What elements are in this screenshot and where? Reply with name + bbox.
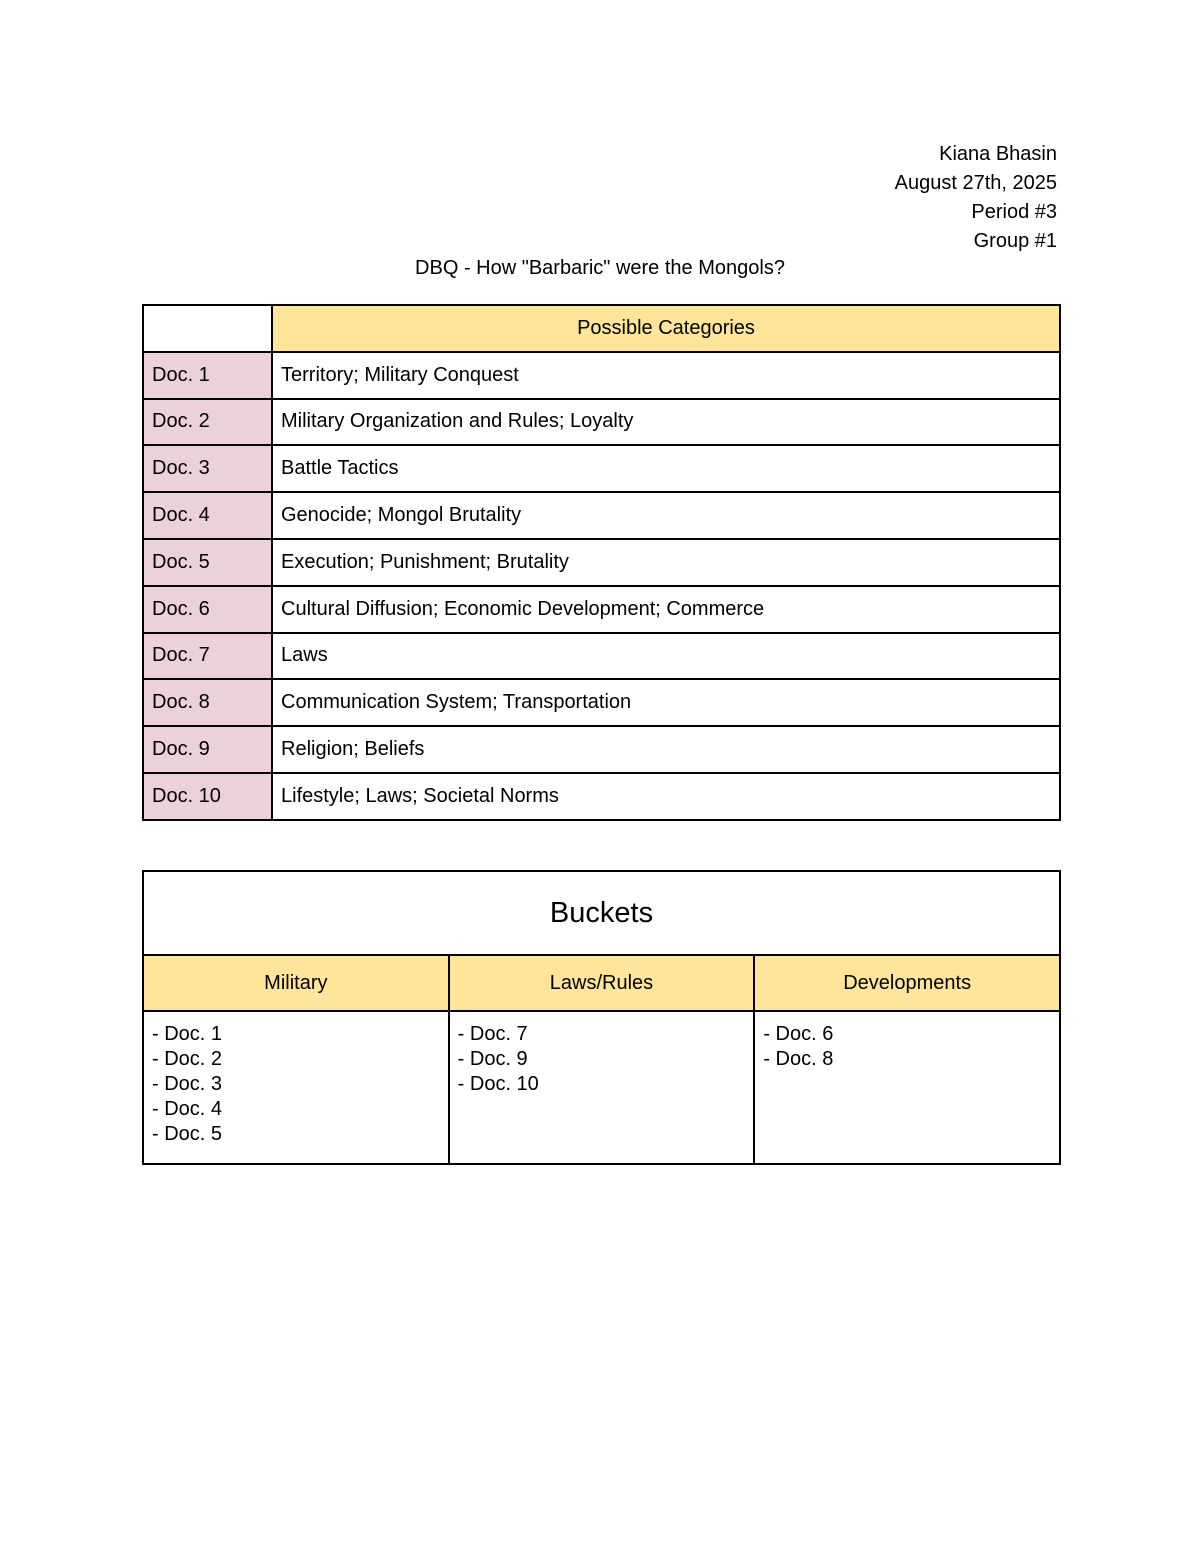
document-title: DBQ - How "Barbaric" were the Mongols? [415, 257, 785, 279]
list-item: - Doc. 7 [457, 1023, 528, 1045]
buckets-title-row [143, 871, 1060, 955]
doc-label-cell: Doc. 3 [143, 445, 272, 492]
doc-label-cell: Doc. 4 [143, 492, 272, 539]
bucket-list-military [143, 1011, 449, 1164]
category-cell: Laws [272, 633, 1060, 680]
doc-label-cell: Doc. 9 [143, 726, 272, 773]
category-cell: Religion; Beliefs [272, 726, 1060, 773]
bucket-header-laws-rules: Laws/Rules [449, 955, 755, 1011]
doc-label-cell: Doc. 7 [143, 633, 272, 680]
doc-label-cell: Doc. 8 [143, 679, 272, 726]
buckets-content-row [143, 1011, 1060, 1164]
class-period: Period #3 [971, 201, 1057, 223]
blank-corner-cell [143, 305, 272, 352]
category-cell: Cultural Diffusion; Economic Development; Commerce [272, 586, 1060, 633]
table-row [143, 445, 1060, 492]
list-item: - Doc. 2 [152, 1048, 223, 1070]
buckets-table [142, 870, 1061, 1165]
table-row [143, 633, 1060, 680]
assignment-date: August 27th, 2025 [894, 172, 1057, 194]
category-cell: Territory; Military Conquest [272, 352, 1060, 399]
table-row [143, 773, 1060, 820]
buckets-title: Buckets [143, 871, 1060, 955]
table-row [143, 726, 1060, 773]
list-item: - Doc. 5 [152, 1123, 223, 1145]
doc-label-cell: Doc. 2 [143, 399, 272, 446]
bucket-header-developments: Developments [754, 955, 1060, 1011]
doc-label-cell: Doc. 6 [143, 586, 272, 633]
list-item: - Doc. 3 [152, 1073, 223, 1095]
bucket-list-laws-rules [449, 1011, 755, 1164]
table-row [143, 679, 1060, 726]
bucket-header-military: Military [143, 955, 449, 1011]
list-item: - Doc. 9 [457, 1048, 528, 1070]
categories-table [142, 304, 1061, 821]
list-item: - Doc. 6 [763, 1023, 834, 1045]
table-row [143, 492, 1060, 539]
list-item: - Doc. 8 [763, 1048, 834, 1070]
group-number: Group #1 [973, 230, 1057, 252]
possible-categories-header: Possible Categories [272, 305, 1060, 352]
category-cell: Lifestyle; Laws; Societal Norms [272, 773, 1060, 820]
category-cell: Genocide; Mongol Brutality [272, 492, 1060, 539]
table-row [143, 539, 1060, 586]
table-row [143, 399, 1060, 446]
list-item: - Doc. 4 [152, 1098, 223, 1120]
list-item: - Doc. 1 [152, 1023, 223, 1045]
bucket-list-developments [754, 1011, 1060, 1164]
doc-label-cell: Doc. 1 [143, 352, 272, 399]
category-cell: Communication System; Transportation [272, 679, 1060, 726]
category-cell: Military Organization and Rules; Loyalty [272, 399, 1060, 446]
student-info-header [895, 140, 1057, 256]
category-cell: Battle Tactics [272, 445, 1060, 492]
table-row [143, 352, 1060, 399]
category-cell: Execution; Punishment; Brutality [272, 539, 1060, 586]
doc-label-cell: Doc. 5 [143, 539, 272, 586]
table-row [143, 586, 1060, 633]
doc-label-cell: Doc. 10 [143, 773, 272, 820]
list-item: - Doc. 10 [457, 1073, 539, 1095]
student-name: Kiana Bhasin [939, 143, 1057, 165]
buckets-header-row [143, 955, 1060, 1011]
categories-header-row [143, 305, 1060, 352]
